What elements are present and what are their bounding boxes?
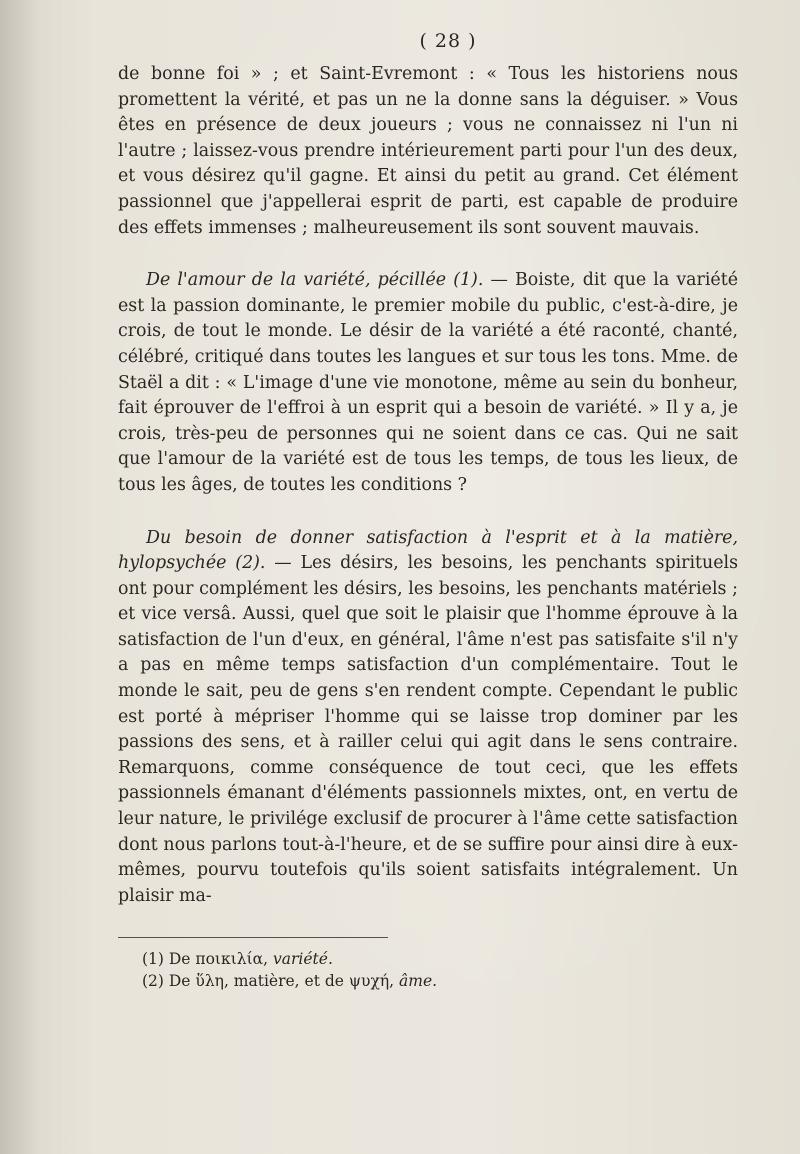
footnote-2-gloss: âme. <box>394 972 438 991</box>
paragraph-3-heading: Du besoin de donner satisfaction à l'esprit et à la matière, hylopsychée (2). <box>118 527 738 574</box>
footnote-divider <box>118 937 388 938</box>
page-number: ( 28 ) <box>419 30 477 52</box>
paragraph-3 <box>118 526 738 910</box>
footnote-1-gloss: variété. <box>268 950 333 969</box>
footnotes <box>142 948 738 992</box>
gutter-shadow <box>0 0 40 1154</box>
footnote-1-source: (1) De ποικιλία, <box>142 950 269 969</box>
footnote-2 <box>142 970 738 992</box>
paragraph-2-heading: De l'amour de la variété, pécillée (1). <box>146 270 484 291</box>
footnote-2-source: (2) De ὕλη, matière, et de ψυχή, <box>142 972 395 991</box>
paragraph-1 <box>118 62 738 241</box>
body-text <box>118 62 738 909</box>
paragraph-2 <box>118 268 738 498</box>
footnote-1 <box>142 948 738 970</box>
paragraph-2-text: — Boiste, dit que la variété est la passion dominante, le premier mobile du public, c'est-à-dire, je crois, de tout le monde. Le désir de la variété a été raconté, chanté, célébré, critiqué dans toutes les langues et sur tous les tons. Mme. de Staël a dit : « L'image d'une vie monotone, même au sein du bonheur, fait éprouver de l'effroi à un esprit qui a besoin de variété. » Il y a, je crois, très-peu de personnes qui ne soient dans ce cas. Qui ne sait que l'amour de la variété est de tous les temps, de tous les lieux, de tous les âges, de toutes les conditions ? <box>118 270 738 495</box>
paragraph-1-text: de bonne foi » ; et Saint-Evremont : « Tous les historiens nous promettent la vérité, et pas un ne la donne sans la déguiser. » Vous êtes en présence de deux joueurs ; vous ne connaissez ni l'un ni l'autre ; laissez-vous prendre intérieurement parti pour l'un des deux, et vous désirez qu'il gagne. Et ainsi du petit au grand. Cet élément passionnel que j'appellerai esprit de parti, est capable de produire des effets immenses ; malheureusement ils sont souvent mauvais. <box>118 64 738 238</box>
paragraph-3-text: — Les désirs, les besoins, les penchants spirituels ont pour complément les désirs, les besoins, les penchants matériels ; et vice versâ. Aussi, quel que soit le plaisir que l'homme éprouve à la satisfaction de l'un d'eux, en général, l'âme n'est pas satisfaite s'il n'y a pas en même temps satisfaction d'un complémentaire. Tout le monde le sait, peu de gens s'en rendent compte. Cependant le public est porté à mépriser l'homme qui se laisse trop dominer par les passions des sens, et à railler celui qui agit dans le sens contraire. Remarquons, comme conséquence de tout ceci, que les effets passionnels émanant d'éléments passionnels mixtes, ont, en vertu de leur nature, le privilége exclusif de procurer à l'âme cette satisfaction dont nous parlons tout-à-l'heure, et de se suffire pour ainsi dire à eux-mêmes, pourvu toutefois qu'ils soient satisfaits intégralement. Un plaisir ma- <box>118 553 738 906</box>
